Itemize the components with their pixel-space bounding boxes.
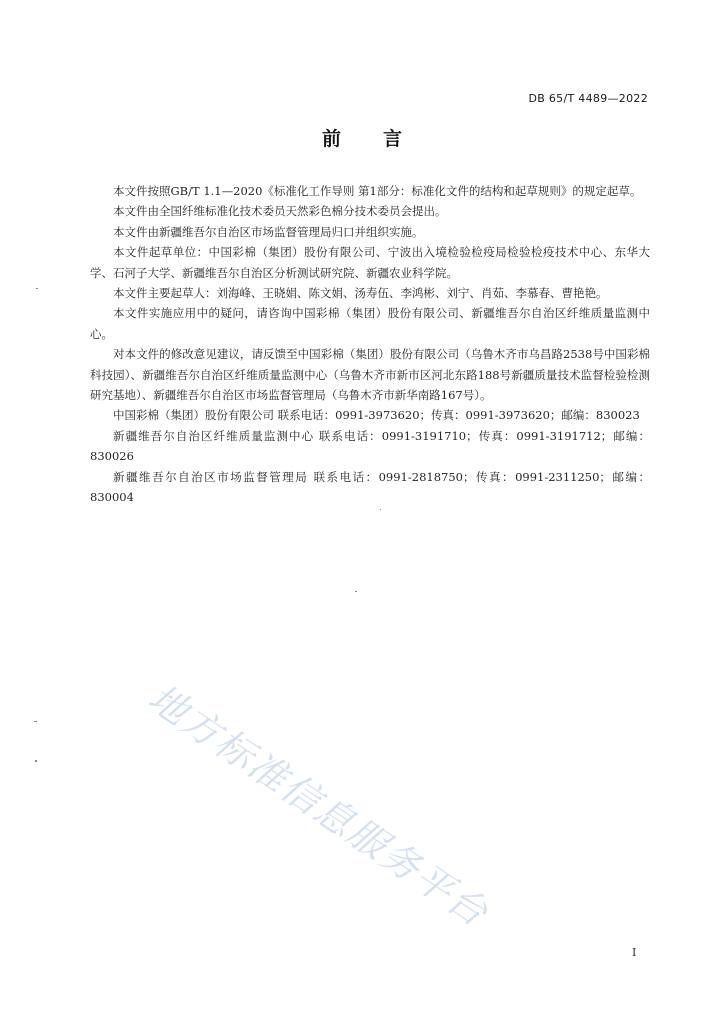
scan-speck — [355, 591, 357, 592]
contact-line-fiber-center: 新疆维吾尔自治区纤维质量监测中心 联系电话：0991-3191710；传真：0991-3191712；邮编：830026 — [90, 428, 650, 464]
watermark: 地方标准信息服务平台 — [140, 675, 497, 936]
paragraph-administrator: 本文件由新疆维吾尔自治区市场监督管理局归口并组织实施。 — [113, 224, 424, 239]
paragraph-proposer: 本文件由全国纤维标准化技术委员天然彩色棉分技术委员会提出。 — [113, 204, 447, 219]
scan-speck — [35, 760, 37, 762]
paragraph-drafters: 本文件主要起草人：刘海峰、王晓娟、陈文娟、汤寿伍、李鸿彬、刘宁、肖茹、李慕春、曹艳艳。 — [113, 286, 608, 301]
paragraph-drafting-units: 本文件起草单位：中国彩棉（集团）股份有限公司、宁波出入境检验检疫局检验检疫技术中心、东华大学、石河子大学、新疆维吾尔自治区分析测试研究院、新疆农业科学院。 — [90, 245, 650, 280]
paragraph-drafting-rules: 本文件按照GB/T 1.1—2020《标准化工作导则 第1部分：标准化文件的结构和起草规则》的规定起草。 — [113, 184, 642, 198]
document-code: DB 65/T 4489—2022 — [528, 92, 648, 105]
page-title: 前言 — [321, 128, 444, 150]
scan-speck — [34, 721, 37, 722]
foreword-body — [90, 181, 650, 508]
contact-line-caimian: 中国彩棉（集团）股份有限公司 联系电话：0991-3973620；传真：0991-3973620；邮编：830023 — [113, 408, 640, 423]
paragraph-feedback: 对本文件的修改意见建议，请反馈至中国彩棉（集团）股份有限公司（乌鲁木齐市乌昌路2538号中国彩棉科技园）、新疆维吾尔自治区纤维质量监测中心（乌鲁木齐市新市区河北东路188号新疆质量技术监督检验检测研究基地）、新疆维吾尔自治区市场监督管理局（乌鲁木齐市新华南路167号）。 — [90, 347, 650, 403]
contact-line-market-bureau: 新疆维吾尔自治区市场监督管理局 联系电话：0991-2818750；传真：0991-2311250；邮编：830004 — [90, 469, 650, 505]
scan-speck — [36, 288, 38, 289]
paragraph-inquiries: 本文件实施应用中的疑问，请咨询中国彩棉（集团）股份有限公司、新疆维吾尔自治区纤维质量监测中心。 — [90, 306, 650, 341]
page-number: I — [632, 946, 637, 959]
scan-speck — [380, 509, 381, 510]
